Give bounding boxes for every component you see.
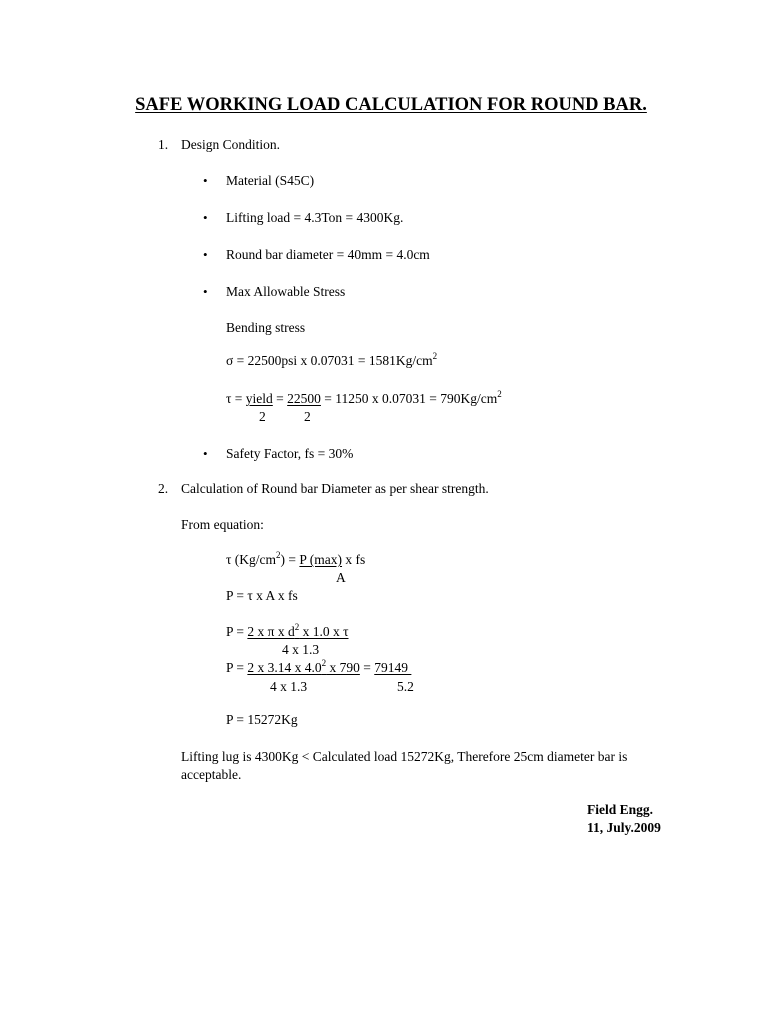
section-1-number: 1. [158,137,169,152]
equation-1: τ $(Kg/cm^2) = P$ (max) x fs [226,550,366,567]
diameter-item: Round bar diameter = 40mm = 4.0cm [226,247,430,262]
equation-2: P = τ x A x fs [226,588,298,603]
result-line: P = 15272Kg [226,712,298,727]
equation-4: P = 2 x 3.14 x $4.0^2$ x 790 = 79149 [226,658,412,675]
bullet-icon: • [203,210,208,225]
conclusion-paragraph: Lifting lug is 4300Kg < Calculated load 15272Kg, Therefore 25cm diameter bar is acceptable. [181,749,628,782]
signature-name: Field Engg. [587,802,654,817]
tau-denominator-1: 2 [259,409,266,424]
equation-3: P = 2 x π x $d^2$ x 1.0 x τ [226,622,349,639]
section-1-heading: Design Condition. [181,137,281,152]
section-2-heading: Calculation of Round bar Diameter as per shear strength. [181,481,489,496]
bullet-icon: • [203,173,208,188]
equation-3-denominator: 4 x 1.3 [282,642,320,657]
bullet-icon: • [203,247,208,262]
signature-date: 11, July.2009 [587,820,661,835]
lifting-load-item: Lifting load = 4.3Ton = 4300Kg. [226,210,404,225]
tau-denominator-2: 2 [304,409,311,424]
tau-equation: τ = yield = 22500 = 11250 x $0.07031 = 790Kg/cm^2$ [226,389,502,406]
equation-4-denominator-2: 5.2 [397,679,414,694]
max-stress-item: Max Allowable Stress [226,284,346,299]
document-title: SAFE WORKING LOAD CALCULATION FOR ROUND BAR. [135,95,647,115]
from-equation-label: From equation: [181,517,264,532]
equation-1-denominator: A [336,570,346,585]
equation-4-denominator: 4 x 1.3 [270,679,308,694]
bending-stress-label: Bending stress [226,320,306,335]
bullet-icon: • [203,446,208,461]
sigma-equation: σ = 22500psi x $0.07031 = 1581Kg/cm^2$ [226,351,438,368]
bullet-icon: • [203,284,208,299]
section-2-number: 2. [158,481,169,496]
safety-factor-item: Safety Factor, fs = 30% [226,446,354,461]
material-item: Material (S45C) [226,173,315,188]
